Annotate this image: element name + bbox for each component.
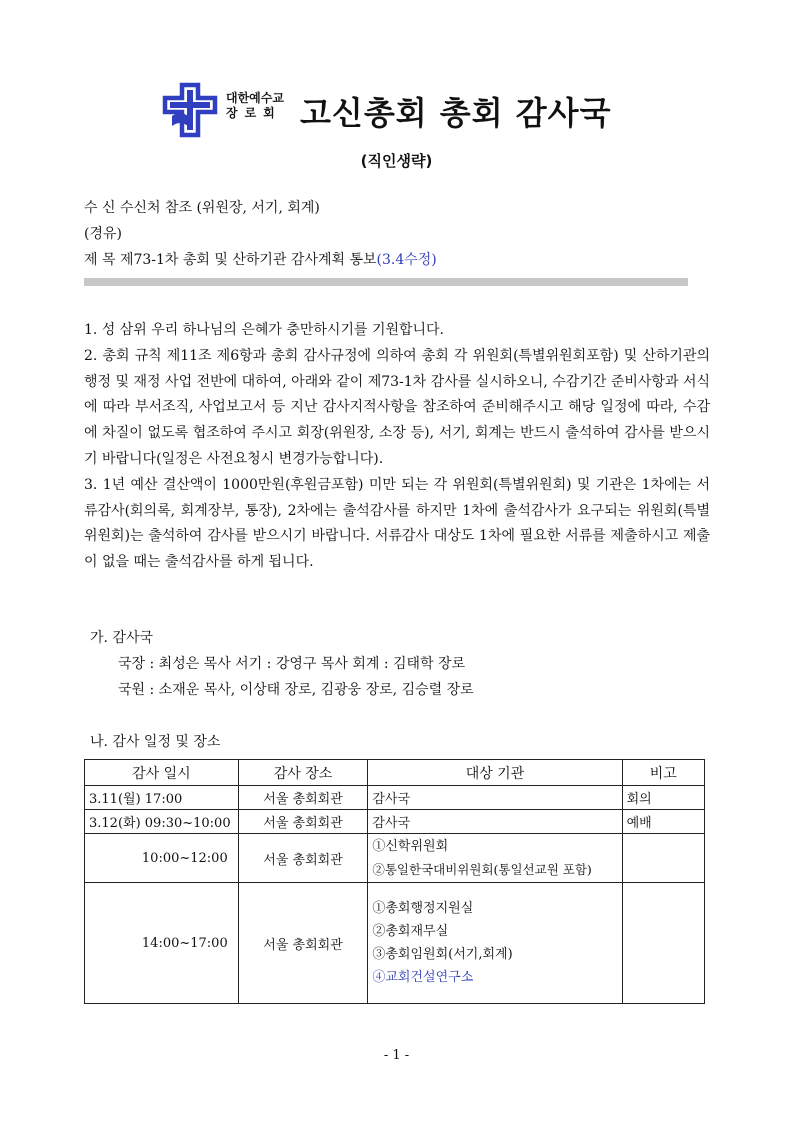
audit-officers-line: 국장 : 최성은 목사 서기 : 강영구 목사 회계 : 김태학 장로 [118, 656, 466, 672]
church-cross-logo-icon [162, 82, 218, 138]
page-title: 고신총회 총회 감사국 [300, 94, 612, 132]
divider-bar [84, 278, 688, 286]
seal-omitted-note: (직인생략) [360, 152, 433, 170]
org-line1: 대한예수교 [226, 91, 284, 105]
table-row [85, 834, 705, 883]
via-line: (경유) [84, 226, 122, 242]
cell-target: 감사국 [368, 810, 622, 834]
cell-target [368, 834, 622, 883]
target-item: ①총회행정지원실 [372, 901, 474, 916]
cell-time: 14:00~17:00 [85, 883, 239, 1004]
target-item: ②총회재무실 [372, 924, 449, 939]
cell-note [622, 883, 704, 1004]
audit-schedule-table [84, 759, 705, 1004]
cell-place: 서울 총회회관 [238, 786, 368, 810]
paragraph-2: 2. 총회 규칙 제11조 제6항과 총회 감사규정에 의하여 총회 각 위원회(특별위원회포함) 및 산하기관의 행정 및 재정 사업 전반에 대하여, 아래와 같이 제73-1차 감사를 실시하오니, 수감기간 준비사항과 서식에 따라 부서조직, 사업보고서 등 지난 감사지적사항을 참조하여 준비해주시고 해당 일정에 따라, 수감에 차질이 없도록 협조하여 주시고 회장(위원장, 소장 등), 서기, 회계는 반드시 출석하여 감사를 받으시기 바랍니다(일정은 사전요청시 변경가능합니다). [84, 347, 710, 467]
paragraph-3: 3. 1년 예산 결산액이 1000만원(후원금포함) 미만 되는 각 위원회(특별위원회) 및 기관은 1차에는 서류감사(회의록, 회계장부, 통장), 2차에는 출석감사를 하지만 1차에 출석감사가 요구되는 위원회(특별위원회)는 출석하여 감사를 받으시기 바랍니다. 서류감사 대상도 1차에 필요한 서류를 제출하시고 제출이 없을 때는 출석감사를 하게 됩니다. [84, 476, 710, 571]
cell-place: 서울 총회회관 [238, 883, 368, 1004]
subject-revision-note: (3.4수정) [376, 252, 437, 268]
header-note: 비고 [622, 760, 704, 786]
audit-members-line: 국원 : 소재운 목사, 이상태 장로, 김광웅 장로, 김승렬 장로 [118, 682, 474, 698]
section-a-heading: 가. 감사국 [90, 630, 153, 646]
page-number: - 1 - [383, 1048, 410, 1063]
table-row [85, 810, 705, 834]
target-item: ①신학위원회 [372, 839, 449, 854]
table-row [85, 883, 705, 1004]
org-name-small [226, 91, 284, 121]
subject-line [84, 249, 437, 269]
header-target: 대상 기관 [368, 760, 622, 786]
table-row [85, 786, 705, 810]
target-item: ③총회임원회(서기,회계) [372, 947, 513, 962]
cell-target [368, 883, 622, 1004]
header-place: 감사 장소 [238, 760, 368, 786]
target-item: ②통일한국대비위원회(통일선교원 포함) [372, 862, 592, 877]
body-paragraphs [84, 318, 710, 576]
recipient-line: 수 신 수신처 참조 (위원장, 서기, 회계) [84, 200, 320, 216]
target-item-highlighted: ④교회건설연구소 [372, 970, 474, 985]
cell-note: 예배 [622, 810, 704, 834]
cell-place: 서울 총회회관 [238, 834, 368, 883]
subject-text: 제 목 제73-1차 총회 및 산하기관 감사계획 통보 [84, 252, 377, 268]
org-line2: 장로회 [226, 106, 282, 120]
table-header-row [85, 760, 705, 786]
paragraph-1: 1. 성 삼위 우리 하나님의 은혜가 충만하시기를 기원합니다. [84, 322, 445, 338]
section-b-heading: 나. 감사 일정 및 장소 [90, 734, 221, 750]
cell-note [622, 834, 704, 883]
header-time: 감사 일시 [85, 760, 239, 786]
cell-time: 3.11(월) 17:00 [85, 786, 239, 810]
cell-target: 감사국 [368, 786, 622, 810]
cell-note: 회의 [622, 786, 704, 810]
cell-time: 10:00~12:00 [85, 834, 239, 883]
cell-time: 3.12(화) 09:30~10:00 [85, 810, 239, 834]
cell-place: 서울 총회회관 [238, 810, 368, 834]
document-header [162, 78, 642, 140]
